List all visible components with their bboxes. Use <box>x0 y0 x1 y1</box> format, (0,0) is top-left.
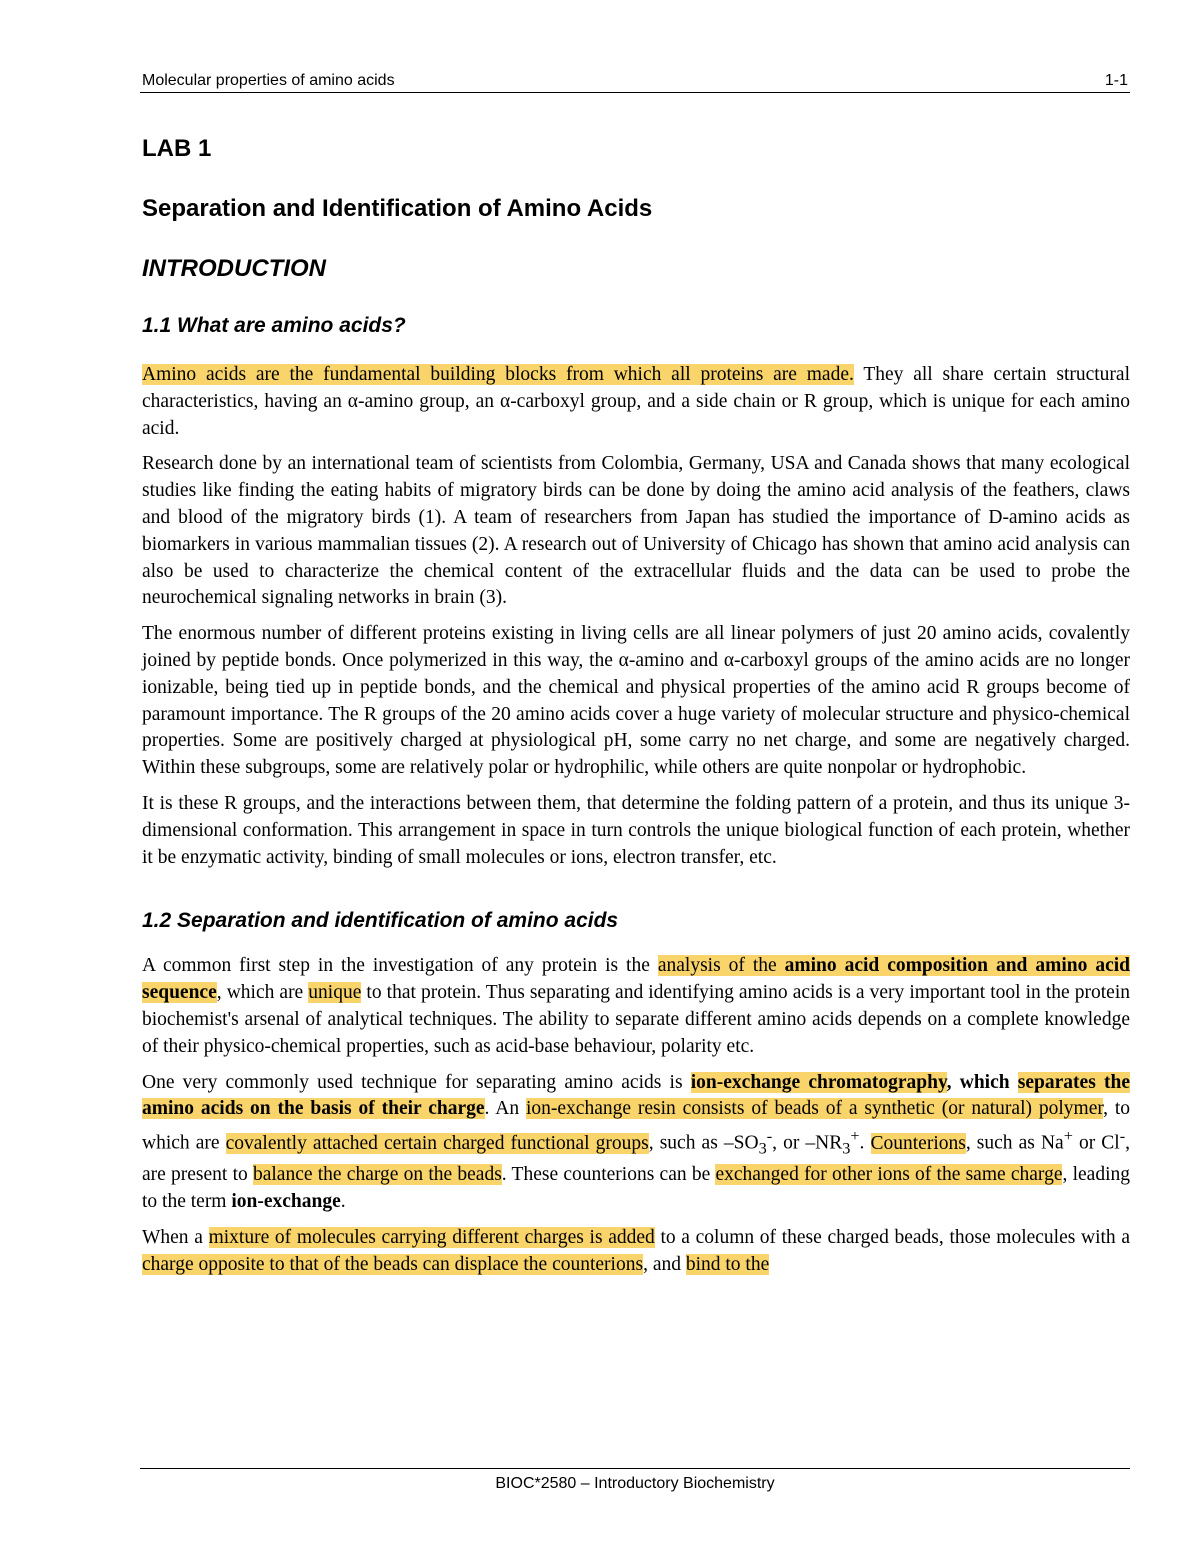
highlight: analysis of the <box>657 955 785 977</box>
page-title: Separation and Identification of Amino Acids <box>142 195 653 222</box>
paragraph-1-2-a <box>142 953 1130 1060</box>
superscript: - <box>766 1127 773 1146</box>
bold-text: ion-exchange <box>231 1191 341 1213</box>
highlight: covalently attached certain charged functional groups <box>225 1132 649 1154</box>
superscript: + <box>1063 1127 1073 1146</box>
highlight: Counterions <box>870 1132 966 1154</box>
highlight-bold: ion-exchange chromatography <box>690 1071 947 1093</box>
bold-text: , which <box>946 1071 1018 1093</box>
section-heading-1-1: 1.1 What are amino acids? <box>142 314 406 337</box>
text: , and <box>643 1253 686 1275</box>
highlight-bold: separates the amino acids on the basis of their charge <box>142 1071 1130 1120</box>
page-body <box>142 132 1130 1279</box>
highlight: Amino acids are the fundamental building blocks from which all proteins are made. <box>142 364 854 385</box>
text: When a <box>142 1226 209 1248</box>
highlight: balance the charge on the beads <box>252 1164 502 1186</box>
text: , are present to <box>142 1132 1131 1186</box>
text: or Cl <box>1072 1132 1120 1154</box>
highlight: bind to the <box>685 1253 770 1275</box>
text: , such as Na <box>965 1132 1064 1154</box>
highlight: charge opposite to that of the beads can displace the counterions <box>142 1253 644 1275</box>
text: to a column of these charged beads, those molecules with a <box>654 1226 1131 1248</box>
text: A common first step in the investigation of any protein is the <box>142 955 658 977</box>
highlight-bold: amino acid composition and amino acid sequence <box>142 955 1131 1004</box>
text: , which are <box>216 982 309 1004</box>
text: , leading to the term <box>142 1164 1130 1213</box>
subscript: 3 <box>842 1139 851 1158</box>
superscript: + <box>850 1127 860 1146</box>
paragraph-1-1-d: It is these R groups, and the interactions between them, that determine the folding pattern of a protein, and thus its unique 3-dimensional conformation. This arrangement in space in turn controls the unique biological function of each protein, whether it be enzymatic activity, binding of small molecules or ions, electron transfer, etc. <box>142 792 1130 868</box>
running-footer: BIOC*2580 – Introductory Biochemistry <box>140 1468 1130 1493</box>
paragraph-1-1-a <box>142 362 1130 442</box>
running-header <box>140 70 1130 93</box>
text: to that protein. Thus separating and identifying amino acids is a very important tool in the protein biochemist's arsenal of analytical techniques. The ability to separate different amino acids depends on a complete knowledge of their physico-chemical properties, such as acid-base behaviour, polarity etc. <box>142 982 1130 1057</box>
highlight: mixture of molecules carrying different charges is added <box>208 1226 655 1248</box>
text: , such as –SO <box>648 1132 759 1154</box>
paragraph-1-1-b: Research done by an international team of scientists from Colombia, Germany, USA and Canada shows that many ecological studies like finding the eating habits of migratory birds can be done by doing the amino acid analysis of the feathers, claws and blood of the migratory birds (1). A team of researchers from Japan has studied the importance of D-amino acids as biomarkers in various mammalian tissues (2). A research out of University of Chicago has shown that amino acid analysis can also be used to characterize the chemical content of the extracellular fluids and the data can be used to probe the neurochemical signaling networks in brain (3). <box>142 453 1130 609</box>
text: , or –NR <box>772 1132 843 1154</box>
highlight: exchanged for other ions of the same charge <box>715 1164 1063 1186</box>
paragraph-1-2-b <box>142 1070 1130 1216</box>
lab-label: LAB 1 <box>142 135 212 162</box>
header-page-number: 1-1 <box>1104 72 1128 89</box>
paragraph-1-2-c <box>142 1225 1130 1279</box>
subscript: 3 <box>758 1139 767 1158</box>
highlight: ion-exchange resin consists of beads of a synthetic (or natural) polymer <box>525 1098 1104 1120</box>
section-heading-1-2: 1.2 Separation and identification of amino acids <box>142 909 619 933</box>
text: , to which are <box>142 1098 1131 1154</box>
text: . These counterions can be <box>501 1164 716 1186</box>
paragraph-1-1-c: The enormous number of different proteins existing in living cells are all linear polymers of just 20 amino acids, covalently joined by peptide bonds. Once polymerized in this way, the α-amino and α-carboxyl groups of the amino acids are no longer ionizable, being tied up in peptide bonds, and the chemical and physical properties of the amino acid R groups become of paramount importance. The R groups of the 20 amino acids cover a huge variety of molecular structure and physico-chemical properties. Some are positively charged at physiological pH, some carry no net charge, and some are negatively charged. Within these subgroups, some are relatively polar or hydrophilic, while others are quite nonpolar or hydrophobic. <box>142 623 1130 779</box>
header-title: Molecular properties of amino acids <box>142 72 395 89</box>
text: . An <box>484 1098 526 1120</box>
superscript: - <box>1119 1127 1126 1146</box>
text: They all share certain structural characteristics, having an α-amino group, an α-carboxyl group, and a side chain or R group, which is unique for each amino acid. <box>142 364 1130 439</box>
highlight: unique <box>308 982 362 1004</box>
text: One very commonly used technique for separating amino acids is <box>142 1071 691 1093</box>
intro-heading: INTRODUCTION <box>142 255 326 282</box>
text: . <box>859 1132 871 1154</box>
text: . <box>340 1191 346 1213</box>
